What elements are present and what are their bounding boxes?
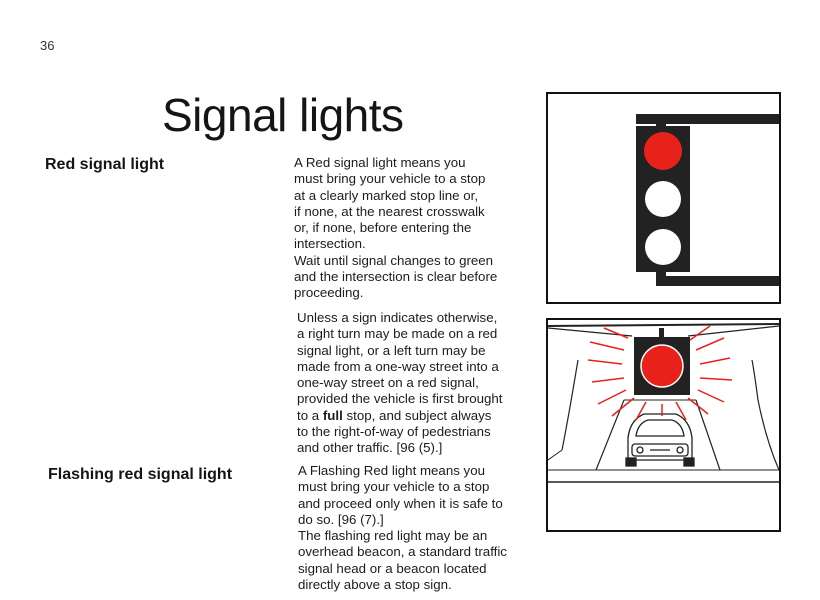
text-line: proceeding. [294,285,364,301]
text-line: if none, at the nearest crosswalk [294,203,485,219]
text-line: a right turn may be made on a red [297,326,498,342]
section-heading-red-signal: Red signal light [45,156,165,173]
flashing-red-beacon-icon [548,320,779,530]
text-fragment: stop, and subject always [342,407,492,423]
text-line: to the right-of-way of pedestrians [297,424,491,440]
road-curb-left [548,450,562,460]
amber-lens-off [645,181,681,217]
page-title: Signal lights [162,89,404,141]
text-line: do so. [96 (7).] [298,511,384,527]
text-line: must bring your vehicle to a stop [298,479,490,495]
text-line: must bring your vehicle to a stop [294,171,486,187]
traffic-signal-red-icon [548,94,779,302]
text-line: A Flashing Red light means you [298,463,486,478]
road-edge-left [562,360,578,450]
flashing-red-lens [641,345,683,387]
text-line: or, if none, before entering the [294,220,472,236]
text-line: Wait until signal changes to green [294,252,494,268]
text-line-with-bold [297,408,532,424]
text-line: at a clearly marked stop line or, [294,187,479,203]
text-line: signal head or a beacon located [298,560,487,576]
signal-lower-arm [656,276,779,286]
road-edge-right [752,360,779,470]
text-line: provided the vehicle is first brought [297,391,503,407]
text-line: A Red signal light means you [294,155,466,170]
green-lens-off [645,229,681,265]
section-heading-flashing-red: Flashing red signal light [48,466,233,483]
beacon-hanger [659,328,664,338]
red-signal-paragraph-1 [294,155,529,302]
text-fragment: to a [297,407,323,423]
red-signal-paragraph-2 [297,310,532,457]
text-line: and other traffic. [96 (5).] [297,440,443,456]
text-line: and proceed only when it is safe to [298,495,503,511]
text-line: directly above a stop sign. [298,577,452,593]
signal-mast-arm [636,114,779,124]
text-line: signal light, or a left turn may be [297,342,486,358]
overhead-cable [548,324,779,326]
flashing-red-paragraph [298,463,533,593]
red-lens [644,132,682,170]
text-line: Unless a sign indicates otherwise, [297,310,498,325]
traffic-signal-figure [546,92,781,304]
lane-line-right [696,400,720,470]
car [626,414,694,466]
flashing-beacon-figure [546,318,781,532]
page-number: 36 [40,38,55,53]
text-line: overhead beacon, a standard traffic [298,544,507,560]
text-line: The flashing red light may be an [298,528,488,544]
text-line: and the intersection is clear before [294,269,498,285]
text-line: one-way street on a red signal, [297,375,479,391]
text-line: made from a one-way street into a [297,358,499,374]
text-line: intersection. [294,236,366,252]
bold-word-full: full [322,407,343,423]
